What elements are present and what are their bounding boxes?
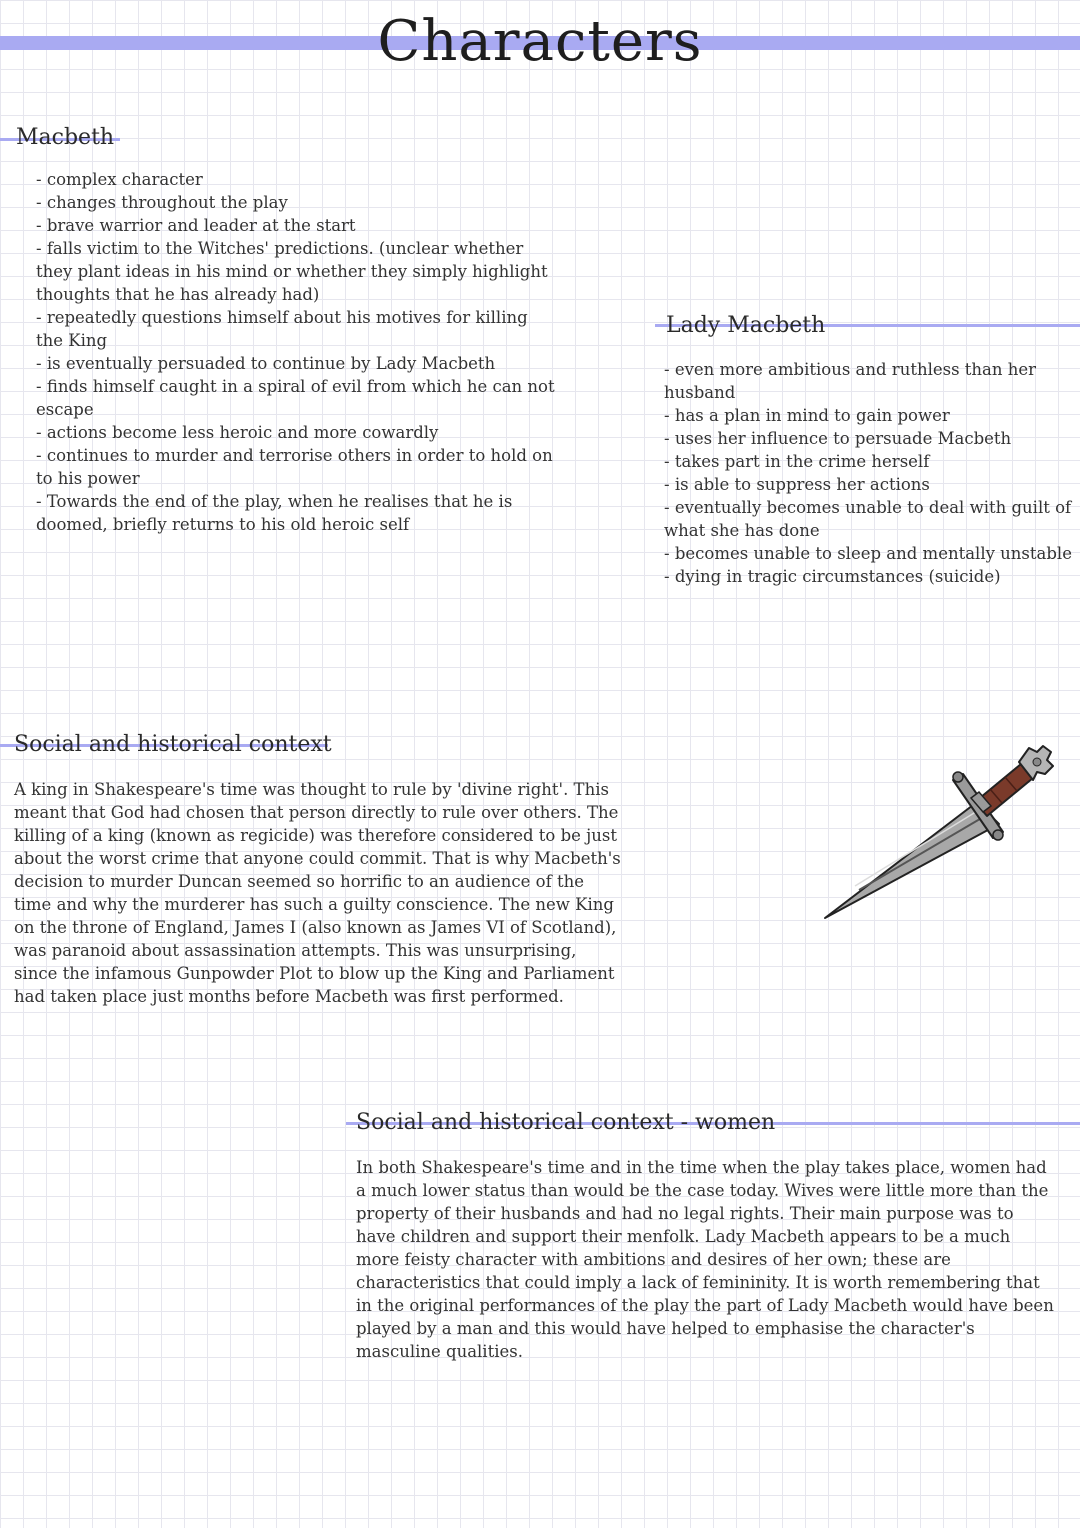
context-women-body-block (356, 1156, 1056, 1363)
list-item: - has a plan in mind to gain power (664, 404, 1074, 427)
list-item: - actions become less heroic and more cowardly (36, 421, 556, 444)
macbeth-notes-block (36, 168, 556, 536)
list-item: - continues to murder and terrorise others in order to hold on to his power (36, 444, 556, 490)
macbeth-notes (36, 168, 556, 536)
lady-macbeth-notes (664, 358, 1074, 588)
list-item: - dying in tragic circumstances (suicide) (664, 565, 1074, 588)
list-item: - falls victim to the Witches' predictions. (unclear whether they plant ideas in his mind or whether they simply highlight thoughts that he has already had) (36, 237, 556, 306)
context-body-block (14, 778, 624, 1008)
list-item: - uses her influence to persuade Macbeth (664, 427, 1074, 450)
list-item: - brave warrior and leader at the start (36, 214, 556, 237)
lady-macbeth-heading: Lady Macbeth (666, 313, 826, 338)
list-item: - becomes unable to sleep and mentally unstable (664, 542, 1074, 565)
list-item: - is able to suppress her actions (664, 473, 1074, 496)
list-item: - changes throughout the play (36, 191, 556, 214)
list-item: - takes part in the crime herself (664, 450, 1074, 473)
dagger-icon (815, 740, 1060, 925)
context-body: A king in Shakespeare's time was thought to rule by 'divine right'. This meant that God had chosen that person directly to rule over others. The killing of a king (known as regicide) was therefore considered to be just about the worst crime that anyone could commit. That is why Macbeth's decision to murder Duncan seemed so horrific to an audience of the time and why the murderer has such a guilty conscience. The new King on the throne of England, James I (also known as James VI of Scotland), was paranoid about assassination attempts. This was unsurprising, since the infamous Gunpowder Plot to blow up the King and Parliament had taken place just months before Macbeth was first performed. (14, 780, 621, 1006)
list-item: - even more ambitious and ruthless than her husband (664, 358, 1074, 404)
list-item: - complex character (36, 168, 556, 191)
list-item: - is eventually persuaded to continue by Lady Macbeth (36, 352, 556, 375)
context-women-body: In both Shakespeare's time and in the time when the play takes place, women had a much lower status than would be the case today. Wives were little more than the property of their husbands and had no legal rights. Their main purpose was to have children and support their menfolk. Lady Macbeth appears to be a much more feisty character with ambitions and desires of her own; these are characteristics that could imply a lack of femininity. It is worth remembering that in the original performances of the play the part of Lady Macbeth would have been played by a man and this would have helped to emphasise the character's masculine qualities. (356, 1158, 1054, 1361)
context-heading: Social and historical context (14, 732, 332, 757)
context-women-heading: Social and historical context - women (356, 1110, 776, 1135)
list-item: - Towards the end of the play, when he realises that he is doomed, briefly returns to his old heroic self (36, 490, 556, 536)
list-item: - repeatedly questions himself about his motives for killing the King (36, 306, 556, 352)
list-item: - eventually becomes unable to deal with guilt of what she has done (664, 496, 1074, 542)
macbeth-heading: Macbeth (16, 125, 115, 150)
page-title: Characters (377, 9, 703, 74)
list-item: - finds himself caught in a spiral of evil from which he can not escape (36, 375, 556, 421)
lady-macbeth-notes-block (664, 358, 1074, 588)
